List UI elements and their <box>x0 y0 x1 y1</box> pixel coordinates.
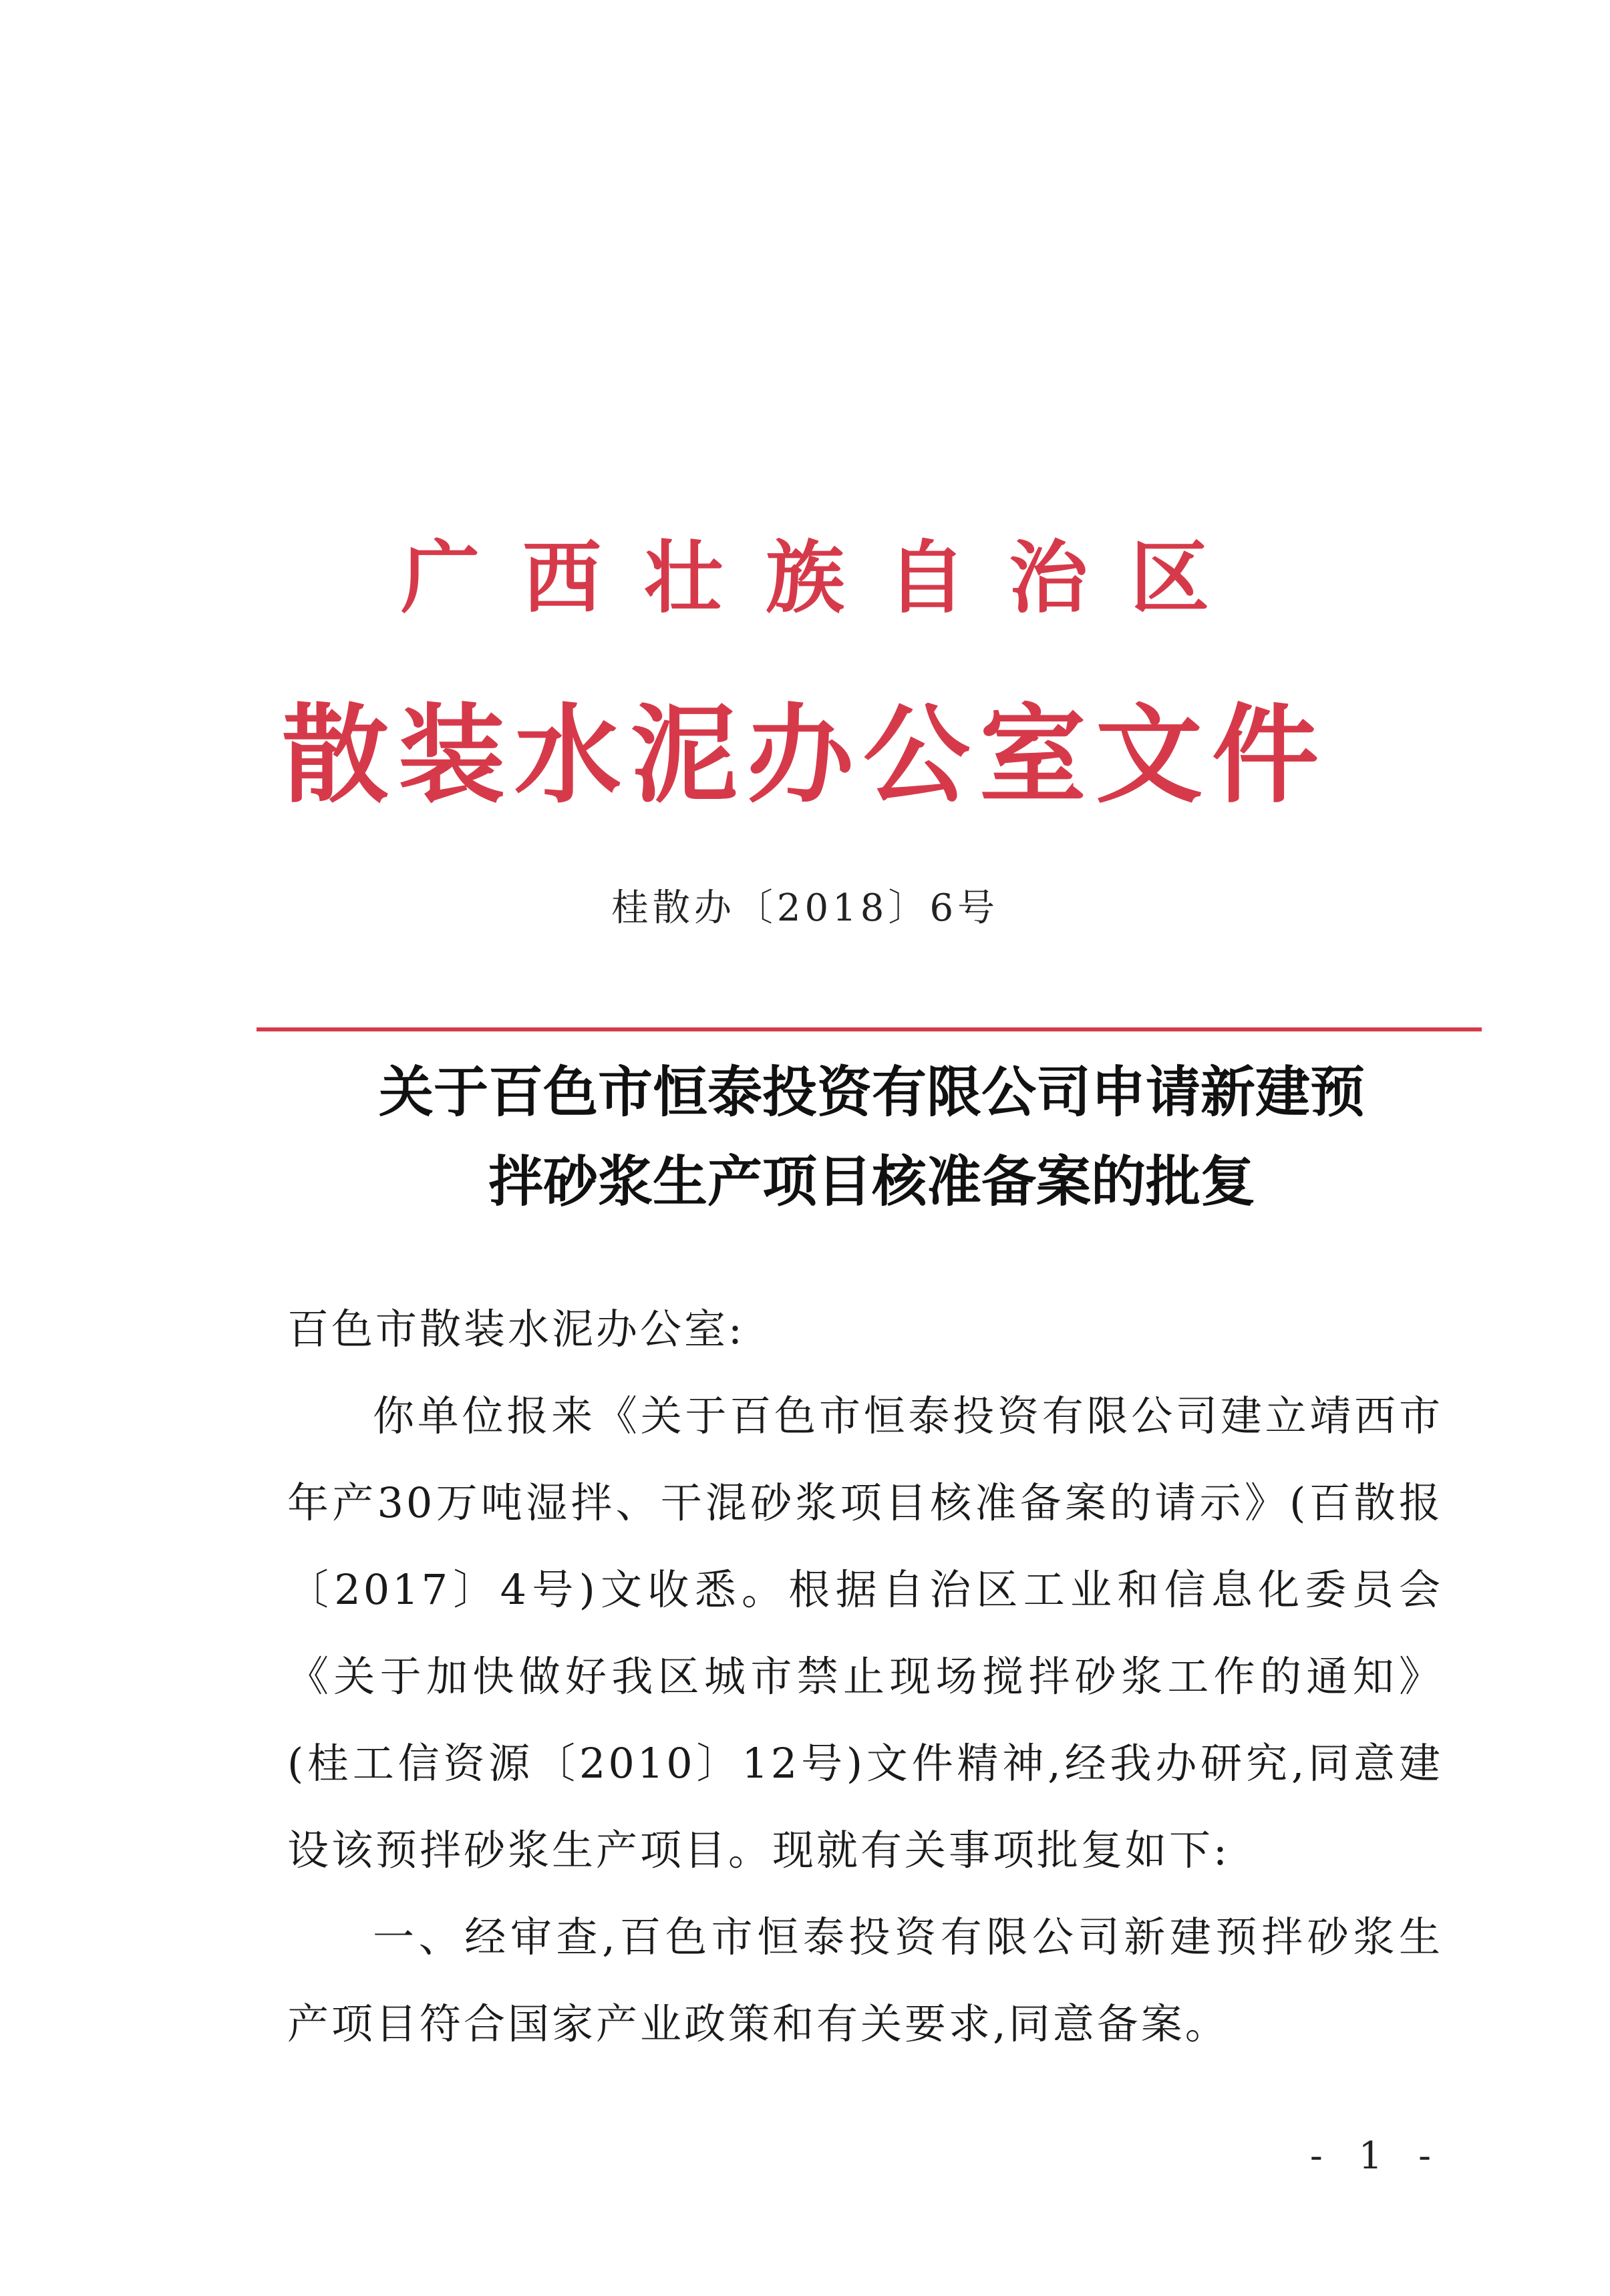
title-line-1: 关于百色市恒泰投资有限公司申请新建预 <box>378 1060 1365 1124</box>
red-divider-line <box>257 1027 1482 1031</box>
page-number: - 1 - <box>1309 2134 1443 2178</box>
document-title <box>254 1047 1490 1226</box>
document-body <box>287 1286 1443 2068</box>
issuer-office-heading: 散装水泥办公室文件 <box>281 692 1328 818</box>
title-line-2: 拌砂浆生产项目核准备案的批复 <box>488 1150 1255 1214</box>
issuer-region-heading: 广西壮族自治区 <box>400 531 1252 624</box>
document-number: 桂散办〔2018〕6号 <box>611 886 999 930</box>
recipient-line: 百色市散装水泥办公室: <box>287 1305 745 1353</box>
body-paragraph-2: 一、经审查,百色市恒泰投资有限公司新建预拌砂浆生产项目符合国家产业政策和有关要求,同意备案。 <box>287 1913 1443 2048</box>
body-paragraph-1: 你单位报来《关于百色市恒泰投资有限公司建立靖西市年产30万吨湿拌、干混砂浆项目核准备案的请示》(百散报〔2017〕4号)文收悉。根据自治区工业和信息化委员会《关于加快做好我区城市禁止现场搅拌砂浆工作的通知》(桂工信资源〔2010〕12号)文件精神,经我办研究,同意建设该预拌砂浆生产项目。现就有关事项批复如下: <box>287 1391 1443 1874</box>
